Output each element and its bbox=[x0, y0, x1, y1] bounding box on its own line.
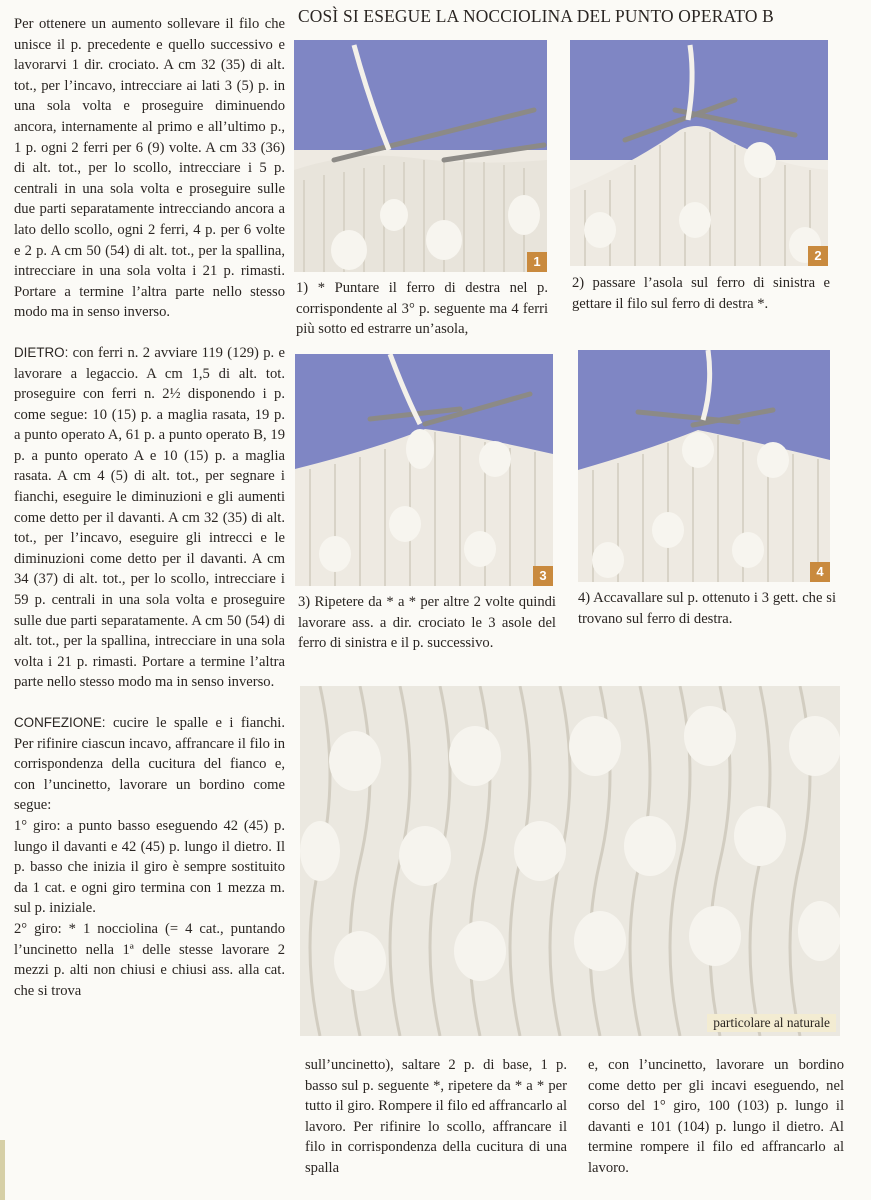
step-4-photo bbox=[578, 350, 830, 582]
back-text: con ferri n. 2 avviare 119 (129) p. e lavorare a legaccio. A cm 1,5 di alt. tot. proseguire con ferri n. 2½ disponendo i p. come segue: 10 (15) p. a maglia rasata, 19 p. a punto operato A, 61 p. a punto operato B, 19 p. a punto operato A e 10 (15) p. a maglia rasata. A cm 4 (5) di alt. tot., per segnare i fianchi, eseguire le diminuzioni e gli aumenti come detto per il davanti. A cm 32 (35) di alt. tot., per l’incavo, eseguire gli intrecci e le diminuzioni come detto per il davanti. A cm 34 (37) di alt. tot., per lo scollo, intrecciare i 59 p. centrali in una sola volta e proseguire sulle due parti separatamente. A cm 50 (54) di alt. tot., per la spallina, intrecciare in una sola volta i 21 p. rimasti. Portare a termine l’altra parte nello stesso modo ma in senso inverso. bbox=[14, 344, 285, 691]
left-text-column bbox=[14, 14, 285, 1001]
back-section bbox=[14, 343, 285, 693]
finishing-heading: CONFEZIONE: bbox=[14, 715, 106, 730]
step-1-badge: 1 bbox=[527, 252, 547, 272]
finishing-section bbox=[14, 713, 285, 816]
middle-text-column: sull’uncinetto), saltare 2 p. di base, 1 p. basso sul p. seguente *, ripetere da * a * per tutto il giro. Rompere il filo ed affrancarlo al lavoro. Per rifinire lo scollo, affrancare il filo in corrispondenza della cucitura di una spalla bbox=[305, 1057, 567, 1176]
page-edge-tab bbox=[0, 1140, 5, 1200]
front-instructions-paragraph: Per ottenere un aumento sollevare il filo che unisce il p. precedente e quello successivo e lavorarvi 1 dir. crociato. A cm 32 (35) di alt. tot., per l’incavo, intrecciare ai lati 3 (5) p. in una sola volta e proseguire diminuendo ancora, internamente al primo e all’ultimo p., 1 p. ogni 2 ferri per 6 (9) volte. A cm 33 (36) di alt. tot., per lo scollo, intrecciare i 5 p. centrali in una sola volta e proseguire sulle due parti separatamente intrecciando ancora a lato dello scollo, ogni 2 ferri, 4 p. per 6 volte e 2 p. A cm 50 (54) di alt. tot., per la spallina, intrecciare in una sola volta i 21 p. rimasti. Portare a termine l’altra parte nello stesso modo ma in senso inverso. bbox=[14, 16, 285, 321]
detail-swatch-photo bbox=[300, 686, 840, 1036]
detail-caption: particolare al naturale bbox=[707, 1014, 836, 1032]
page-headline: COSÌ SI ESEGUE LA NOCCIOLINA DEL PUNTO OPERATO B bbox=[298, 6, 774, 26]
round-2-text: 2° giro: * 1 nocciolina (= 4 cat., puntando l’uncinetto nella 1ª delle stesse lavorare 2 mezzi p. alti non chiusi e chiusi ass. alla cat. che si trova bbox=[14, 920, 285, 999]
step-2-badge: 2 bbox=[808, 246, 828, 266]
step-4-caption: 4) Accavallare sul p. ottenuto i 3 gett. che si trovano sul ferro di destra. bbox=[578, 590, 836, 627]
step-1-photo bbox=[294, 40, 547, 272]
step-2-photo bbox=[570, 40, 828, 266]
step-1-caption: 1) * Puntare il ferro di destra nel p. corrispondente al 3° p. seguente ma 4 ferri più sotto ed estrarre un’asola, bbox=[296, 280, 548, 338]
step-4-badge: 4 bbox=[810, 562, 830, 582]
right-text-column: e, con l’uncinetto, lavorare un bordino come detto per gli incavi eseguendo, nel corso del 1° giro, 100 (103) p. lungo il davanti e 101 (104) p. lungo il dietro. Al termine rompere il filo ed affrancarlo al lavoro. bbox=[588, 1057, 844, 1176]
step-3-photo bbox=[295, 354, 553, 586]
finishing-text: cucire le spalle e i fianchi. Per rifinire ciascun incavo, affrancare il filo in corrispondenza della cucitura del fianco e, con l’uncinetto, lavorare un bordino come segue: bbox=[14, 715, 285, 814]
back-heading: DIETRO: bbox=[14, 344, 69, 360]
step-3-caption: 3) Ripetere da * a * per altre 2 volte quindi lavorare ass. a dir. crociato le 3 asole del ferro di sinistra e il p. successivo. bbox=[298, 594, 556, 652]
step-3-badge: 3 bbox=[533, 566, 553, 586]
round-1-text: 1° giro: a punto basso eseguendo 42 (45) p. lungo il davanti e 42 (45) p. lungo il dietro. Il p. basso che inizia il giro è sempre sostituito da 1 cat. e ogni giro termina con 1 mezza m. sul p. iniziale. bbox=[14, 817, 285, 917]
step-2-caption: 2) passare l’asola sul ferro di sinistra e gettare il filo sul ferro di destra *. bbox=[572, 275, 830, 312]
